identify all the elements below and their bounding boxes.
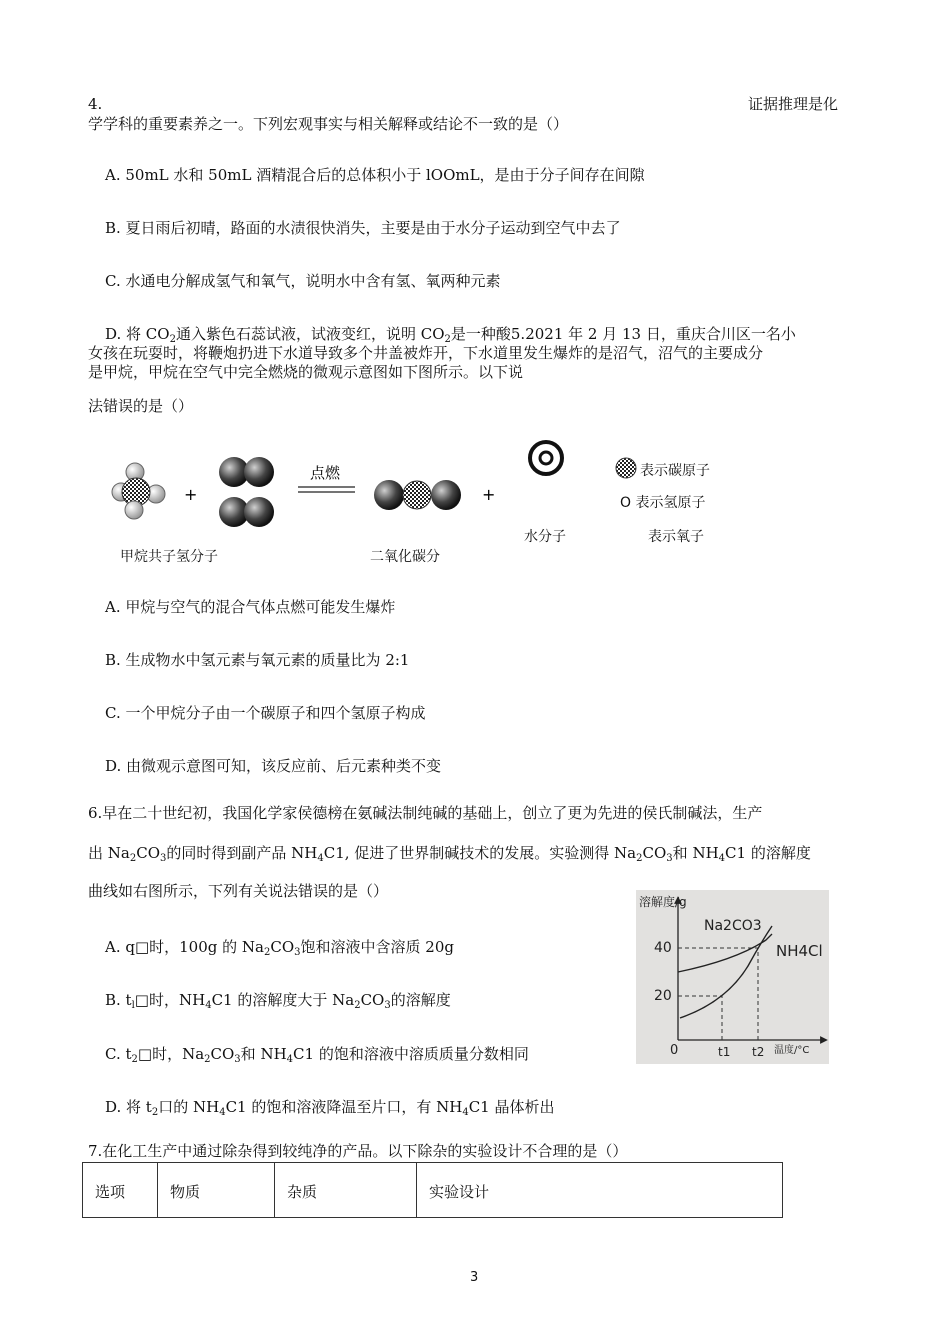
- q4-number: 4.: [88, 95, 103, 113]
- water-molecule-symbol: [530, 442, 562, 474]
- q5-stem-line1: 5.2021 年 2 月 13 日，重庆合川区一名小: [510, 325, 796, 343]
- q4-intro-right: 证据推理是化: [748, 95, 839, 113]
- ignite-label: 点燃: [310, 464, 341, 482]
- co2-molecule: [374, 480, 461, 510]
- water-label: 水分子: [524, 529, 566, 545]
- q4-option-c: C. 水通电分解成氢气和氧气，说明水中含有氢、氧两种元素: [105, 272, 501, 290]
- table-header-design: 实验设计: [417, 1163, 783, 1218]
- q5-stem-line4: 法错误的是（）: [88, 397, 194, 415]
- reaction-arrow: [298, 464, 355, 492]
- y-axis-label: 溶解度/g: [639, 895, 687, 909]
- guide-20: [678, 996, 722, 1040]
- legend-carbon-label: 表示碳原子: [640, 463, 710, 479]
- x-tick-t2: t2: [752, 1045, 765, 1059]
- q4-stem: 学学科的重要素养之一。下列宏观事实与相关解释或结论不一致的是（）: [88, 115, 569, 133]
- q6-stem-line1: 6.早在二十世纪初，我国化学家侯德榜在氨碱法制纯碱的基础上，创立了更为先进的侯氏制碱法，生产: [88, 804, 763, 822]
- x-tick-t1: t1: [718, 1045, 731, 1059]
- y-tick-20: 20: [654, 988, 672, 1004]
- q6-option-a: A. q□时，100g 的 $Na_2CO_3$饱和溶液中含溶质 20g: [105, 938, 454, 958]
- svg-text:+: +: [184, 485, 198, 504]
- legend-oxygen-label: 表示氧子: [648, 529, 704, 545]
- svg-text:+: +: [482, 485, 496, 504]
- methane-label: 甲烷共子氢分子: [120, 549, 218, 565]
- solubility-chart: [636, 890, 829, 1064]
- series-label-na2co3: Na2CO3: [704, 918, 762, 934]
- oxygen-molecules: [219, 457, 274, 527]
- table-header-option: 选项: [83, 1163, 158, 1218]
- table-row: [83, 1163, 783, 1218]
- table-header-impurity: 杂质: [275, 1163, 417, 1218]
- co2-label: 二氧化碳分: [370, 549, 440, 565]
- page-number: 3: [470, 1270, 479, 1285]
- q4-option-b: B. 夏日雨后初晴，路面的水渍很快消失，主要是由于水分子运动到空气中去了: [105, 219, 621, 237]
- solubility-chart-svg: [636, 890, 829, 1064]
- legend-hydrogen-label: O 表示氢原子: [620, 495, 706, 511]
- q5-stem-line2: 女孩在玩耍时，将鞭炮扔进下水道导致多个井盖被炸开，下水道里发生爆炸的是沼气，沼气的主要成分: [88, 344, 764, 362]
- q5-option-a: A. 甲烷与空气的混合气体点燃可能发生爆炸: [105, 598, 396, 616]
- plus-sign: [184, 485, 197, 504]
- q4-option-a: A. 50mL 水和 50mL 酒精混合后的总体积小于 lOOmL，是由于分子间存在间隙: [105, 166, 645, 184]
- q5-option-d: D. 由微观示意图可知，该反应前、后元素种类不变: [105, 757, 442, 775]
- q5-option-c: C. 一个甲烷分子由一个碳原子和四个氢原子构成: [105, 704, 426, 722]
- q5-stem-line3: 是甲烷，甲烷在空气中完全燃烧的微观示意图如下图所示。以下说: [88, 363, 524, 381]
- table-header-substance: 物质: [158, 1163, 275, 1218]
- q4-option-d: D. 将 $CO_2$通入紫色石蕊试液，试液变红，说明 $CO_2$是一种酸5.2021 年 2 月 13 日，重庆合川区一名小: [105, 325, 796, 345]
- origin-label: 0: [670, 1043, 679, 1058]
- q6-stem-line2: 出 $Na_2CO_3$的同时得到副产品 $NH_4C1$, 促进了世界制碱技术的发展。实验测得 $Na_2CO_3$和 $NH_4C1$ 的溶解度: [88, 844, 811, 864]
- q6-option-d: D. 将 $t_2$口的 $NH_4C1$ 的饱和溶液降温至片口，有 $NH_4C1$ 晶体析出: [105, 1098, 555, 1118]
- legend-carbon-icon: [616, 458, 636, 478]
- q6-option-b: B. $t_l□$时，$NH_4C1$ 的溶解度大于 $Na_2CO_3$的溶解度: [105, 991, 451, 1011]
- q6-stem-line3: 曲线如右图所示，下列有关说法错误的是（）: [88, 882, 389, 900]
- q7-table: [82, 1162, 783, 1218]
- series-label-nh4cl: NH4Cl: [776, 942, 823, 960]
- x-axis-label: 温度/°C: [774, 1045, 810, 1056]
- plus-sign: [482, 485, 495, 504]
- q5-option-b: B. 生成物水中氢元素与氧元素的质量比为 2:1: [105, 651, 410, 669]
- y-tick-40: 40: [654, 940, 672, 956]
- reaction-diagram: [100, 430, 760, 565]
- q7-stem: 7.在化工生产中通过除杂得到较纯净的产品。以下除杂的实验设计不合理的是（）: [88, 1142, 628, 1160]
- q6-option-c: C. $t_2□$时，$Na_2CO_3$和 $NH_4C1$ 的饱和溶液中溶质质量分数相同: [105, 1045, 529, 1065]
- methane-molecule: [112, 463, 165, 519]
